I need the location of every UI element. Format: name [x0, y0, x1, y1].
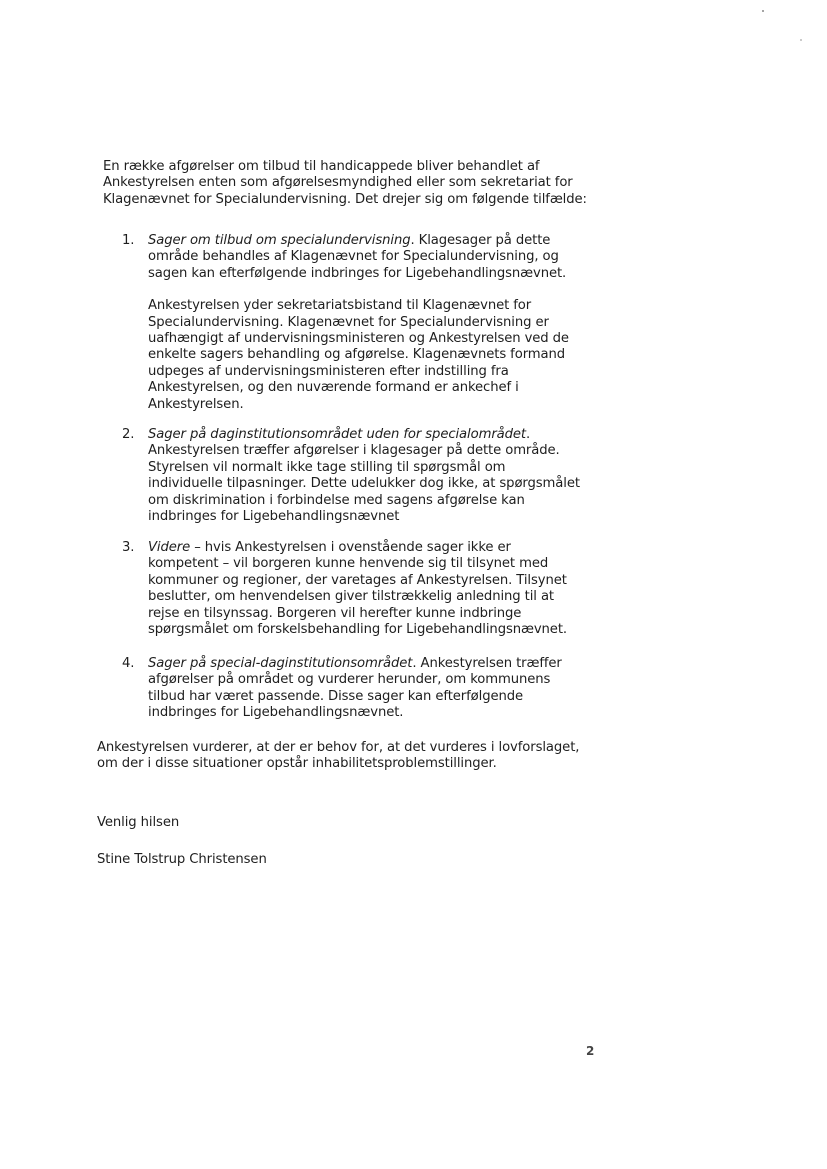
list-item-paragraph: Ankestyrelsen yder sekretariatsbistand til Klagenævnet for Specialundervisning. Klagenævnet for Specialundervisning er uafhængigt af undervisningsministeren og Ankestyrelsen ved de enkelte sagers behandling og afgørelse. Klagenævnets formand udpeges af undervisningsministeren efter indstilling fra Ankestyrelsen, og den nuværende formand er ankechef i Ankestyrelsen.: [148, 298, 569, 412]
list-item-number: 4.: [122, 656, 135, 671]
scan-speck: [800, 39, 802, 41]
list-item-body: [148, 233, 602, 413]
list-item-text: . Ankestyrelsen træffer afgørelser på området og vurderer herunder, om kommunens tilbud har været passende. Disse sager kan efterfølgende indbringes for Ligebehandlingsnævnet.: [148, 656, 562, 721]
list-item-title: Sager på special-daginstitutionsområdet: [148, 656, 413, 671]
page-number: 2: [586, 1044, 595, 1058]
list-item-body: [148, 427, 602, 525]
list-item-number: 1.: [122, 233, 135, 248]
list-item-number: 3.: [122, 540, 135, 555]
list-item-paragraph: [148, 233, 602, 282]
closing-greeting: Venlig hilsen: [97, 815, 180, 830]
scan-speck: [762, 10, 764, 12]
list-item-body: [148, 656, 602, 722]
list-item-paragraph: [148, 656, 602, 722]
list-item-paragraph: [148, 540, 602, 638]
list-item-title: Sager på daginstitutionsområdet uden for specialområdet: [148, 427, 526, 442]
intro-paragraph: En række afgørelser om tilbud til handicappede bliver behandlet af Ankestyrelsen enten som afgørelsesmyndighed eller som sekretariat for Klagenævnet for Specialundervisning. Det drejer sig om følgende tilfælde:: [103, 159, 587, 207]
list-item-text: – hvis Ankestyrelsen i ovenstående sager ikke er kompetent – vil borgeren kunne henvende sig til tilsynet med kommuner og regioner, der varetages af Ankestyrelsen. Tilsynet beslutter, om henvendelsen giver tilstrækkelig anledning til at rejse en tilsynssag. Borgeren vil herefter kunne indbringe spørgsmålet om forskelsbehandling for Ligebehandlingsnævnet.: [148, 540, 567, 638]
list-item-paragraph: [148, 427, 602, 525]
list-item-body: [148, 540, 602, 638]
list-item-text: . Ankestyrelsen træffer afgørelser i klagesager på dette område. Styrelsen vil normalt ikke tage stilling til spørgsmål om individuelle tilpasninger. Dette udelukker dog ikke, at spørgsmålet om diskrimination i forbindelse med sagens afgørelse kan indbringes for Ligebehandlingsnævnet: [148, 427, 580, 525]
list-item-text: . Klagesager på dette område behandles af Klagenævnet for Specialundervisning, og sagen kan efterfølgende indbringes for Ligebehandlingsnævnet.: [148, 233, 567, 281]
conclusion-paragraph: Ankestyrelsen vurderer, at der er behov for, at det vurderes i lovforslaget, om der i disse situationer opstår inhabilitetsproblemstillinger.: [97, 740, 580, 772]
list-item-title: Sager om tilbud om specialundervisning: [148, 233, 411, 248]
list-item-number: 2.: [122, 427, 135, 442]
list-item-title: Videre: [148, 540, 191, 555]
signature-name: Stine Tolstrup Christensen: [97, 852, 267, 867]
